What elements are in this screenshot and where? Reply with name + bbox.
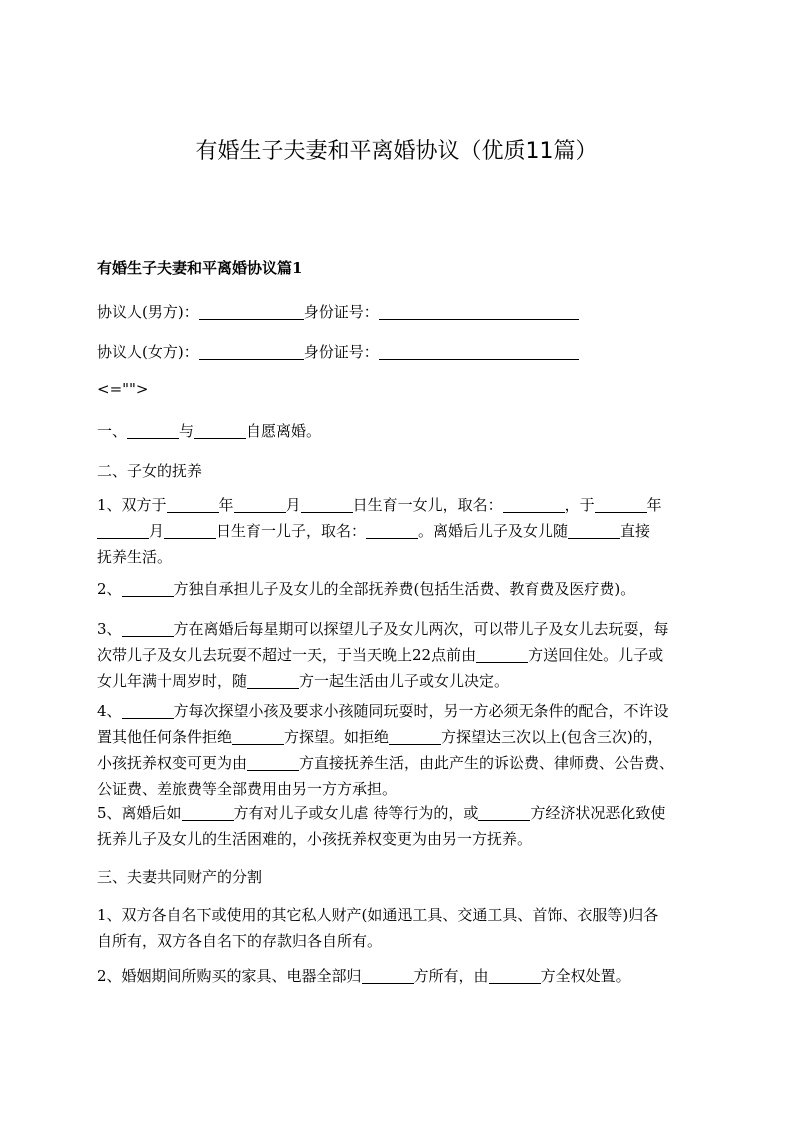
clause-line: 1、双方各自名下或使用的其它私人财产(如通迅工具、交通工具、首饰、衣服等)归各 (97, 906, 659, 924)
blank-custodian (568, 537, 620, 539)
blank-party (478, 819, 530, 821)
blank-year (595, 511, 647, 513)
clause-line (97, 642, 707, 668)
clause-line (97, 724, 707, 750)
text-run: 3、 (97, 620, 122, 638)
section-title: 有婚生子夫妻和平离婚协议篇1 (97, 259, 303, 277)
clause-2-3 (97, 616, 707, 694)
clause-2-5 (97, 800, 707, 852)
party-female-line (97, 339, 707, 365)
article-1 (97, 418, 707, 444)
text-run: 次带儿子及女儿去玩耍不超过一天，于当天晚上22点前由 (97, 646, 477, 664)
text-run: 月 (285, 496, 301, 514)
blank-day (164, 537, 216, 539)
text-run: 方送回住处。儿子或 (528, 646, 664, 664)
blank-year (167, 511, 219, 513)
text-run: 年 (218, 496, 234, 514)
blank-female-name (199, 358, 304, 360)
text-run: 方直接抚养生活，由此产生的诉讼费、律师费、公告费、 (299, 754, 675, 772)
blank-party (476, 661, 528, 663)
clause-2-1 (97, 492, 707, 570)
text-run: 2、 (97, 580, 122, 598)
party-male-label: 协议人(男方)： (97, 303, 199, 321)
article-2-heading: 二、子女的抚养 (97, 462, 203, 480)
text-run: 方一起生活由儿子或女儿决定。 (299, 672, 510, 690)
blank-party-a (127, 437, 179, 439)
code-fragment: <=""> (97, 380, 149, 398)
clause-line (97, 668, 707, 694)
text-run: 年 (646, 496, 662, 514)
id-label: 身份证号： (303, 343, 379, 361)
text-run: 方探望。如拒绝 (284, 728, 390, 746)
text-run: 女儿年满十周岁时，随 (97, 672, 248, 690)
text-run: 方经济状况恶化致使 (530, 804, 666, 822)
clause-line: 抚养生活。 (97, 548, 173, 566)
text-run: 小孩抚养权变可更为由 (97, 754, 248, 772)
blank-party (122, 635, 174, 637)
clause-line: 自所有，双方各自名下的存款归各自所有。 (97, 932, 383, 950)
text-run: 方在离婚后每星期可以探望儿子及女儿两次，可以带儿子及女儿去玩耍，每 (173, 620, 669, 638)
blank-party (389, 743, 441, 745)
clause-line (97, 492, 707, 518)
clause-3-2 (97, 963, 707, 989)
text-run: 日生育一儿子，取名： (216, 522, 367, 540)
clause-2-4 (97, 698, 707, 802)
text-run: 方有对儿子或女儿虐 待等行为的，或 (233, 804, 479, 822)
blank-day (301, 511, 353, 513)
clause-line (97, 698, 707, 724)
blank-party-b (194, 437, 246, 439)
blank-female-id (379, 358, 579, 360)
party-female-label: 协议人(女方)： (97, 343, 199, 361)
party-male-line (97, 299, 707, 325)
blank-party (247, 687, 299, 689)
text-run: 置其他任何条件拒绝 (97, 728, 233, 746)
text-run: 。离婚后儿子及女儿随 (418, 522, 569, 540)
text-run: ，于 (564, 496, 595, 514)
text-run: 1、双方于 (97, 496, 167, 514)
clause-3-1 (97, 902, 707, 954)
article-3-heading: 三、夫妻共同财产的分割 (97, 868, 263, 886)
text-run: 一、 (97, 422, 128, 440)
text-run: 方所有，由 (413, 967, 489, 985)
blank-male-name (199, 318, 304, 320)
clause-line (97, 800, 707, 826)
blank-daughter-name (503, 511, 565, 513)
clause-line: 抚养儿子及女儿的生活困难的，小孩抚养权变更为由另一方抚养。 (97, 830, 533, 848)
blank-male-id (379, 318, 579, 320)
blank-party (182, 819, 234, 821)
clause-line (97, 616, 707, 642)
text-run: 自愿离婚。 (246, 422, 322, 440)
blank-son-name (366, 537, 418, 539)
blank-party (489, 982, 541, 984)
id-label: 身份证号： (303, 303, 379, 321)
blank-party (362, 982, 414, 984)
clause-2-2 (97, 576, 707, 602)
clause-line (97, 518, 707, 544)
text-run: 方全权处置。 (540, 967, 631, 985)
text-run: 方探望达三次以上(包含三次)的， (441, 728, 663, 746)
text-run: 直接 (620, 522, 651, 540)
text-run: 4、 (97, 702, 122, 720)
clause-line (97, 750, 707, 776)
text-run: 5、离婚后如 (97, 804, 182, 822)
blank-party (122, 595, 174, 597)
blank-month (234, 511, 286, 513)
text-run: 月 (149, 522, 165, 540)
text-run: 与 (179, 422, 195, 440)
blank-month (97, 537, 149, 539)
document-title: 有婚生子夫妻和平离婚协议（优质11篇） (195, 139, 598, 164)
text-run: 方独自承担儿子及女儿的全部抚养费(包括生活费、教育费及医疗费)。 (173, 580, 636, 598)
blank-party (247, 769, 299, 771)
text-run: 方每次探望小孩及要求小孩随同玩耍时，另一方必须无条件的配合，不许设 (173, 702, 669, 720)
blank-party (232, 743, 284, 745)
clause-line: 公证费、差旅费等全部费用由另一方方承担。 (97, 780, 398, 798)
text-run: 2、婚姻期间所购买的家具、电器全部归 (97, 967, 362, 985)
text-run: 日生育一女儿，取名： (352, 496, 503, 514)
blank-party (122, 717, 174, 719)
